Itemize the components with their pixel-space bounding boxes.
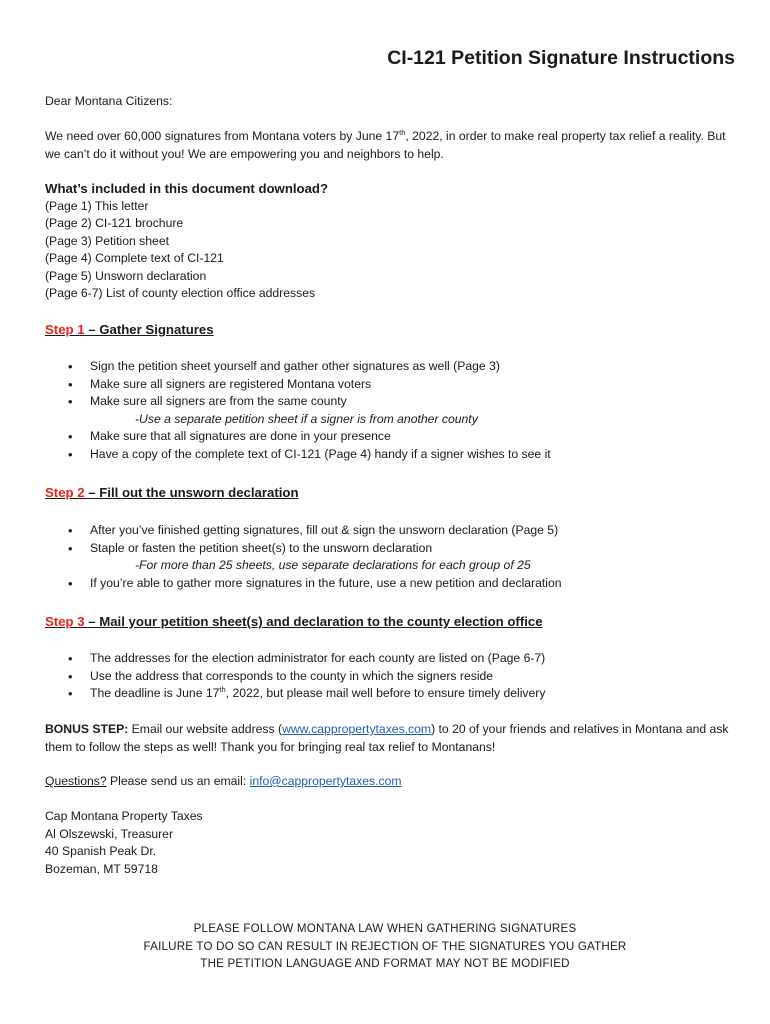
step2-title: – Fill out the unsworn declaration [84, 485, 299, 500]
intro-paragraph [45, 128, 735, 163]
list-item: • After you’ve finished getting signatures, fill out & sign the unsworn declaration (Page 5) [45, 522, 735, 540]
contents-section [45, 180, 735, 303]
list-subitem: -For more than 25 sheets, use separate declarations for each group of 25 [135, 558, 531, 572]
contents-item: (Page 1) This letter [45, 198, 149, 213]
step1-heading [45, 321, 735, 339]
list-item: • If you’re able to gather more signatures in the future, use a new petition and declaration [45, 575, 735, 593]
footer-notice [45, 920, 725, 973]
step2-list [45, 522, 735, 592]
step1-title: – Gather Signatures [84, 322, 214, 337]
deadline-superscript: th [219, 685, 226, 694]
signature-line: Al Olszewski, Treasurer [45, 826, 173, 841]
contents-heading: What’s included in this document download? [45, 181, 329, 196]
page-title: CI-121 Petition Signature Instructions [387, 47, 735, 69]
list-subitem: -Use a separate petition sheet if a signer is from another county [135, 411, 478, 426]
website-link[interactable]: www.cappropertytaxes.com [282, 722, 432, 736]
list-item: • Staple or fasten the petition sheet(s) to the unsworn declaration [45, 540, 735, 558]
step2-label: Step 2 [45, 485, 85, 500]
contents-item: (Page 6-7) List of county election office addresses [45, 286, 316, 300]
signature-line: 40 Spanish Peak Dr. [45, 844, 157, 858]
step3-list [45, 650, 735, 703]
bonus-text-1: Email our website address ( [128, 722, 283, 736]
questions-line [45, 773, 735, 791]
contents-item: (Page 4) Complete text of CI-121 [45, 251, 224, 265]
intro-text-1: We need over 60,000 signatures from Montana voters by June 17 [45, 129, 400, 143]
step3-heading [45, 613, 735, 631]
footer-line: PLEASE FOLLOW MONTANA LAW WHEN GATHERING SIGNATURES [193, 922, 577, 935]
list-item: • Have a copy of the complete text of CI-121 (Page 4) handy if a signer wishes to see it [45, 446, 735, 464]
bonus-text-2: ) to 20 of your friends and relatives in Montana and ask them to follow the steps as well! Thank you for bringing real tax relief to Montanans! [45, 722, 729, 754]
step2-heading [45, 484, 735, 502]
step1-label: Step 1 [45, 322, 85, 337]
list-item: • Make sure all signers are registered Montana voters [45, 376, 735, 394]
questions-text: Please send us an email: [106, 774, 250, 788]
questions-label: Questions? [45, 774, 107, 788]
footer-line: THE PETITION LANGUAGE AND FORMAT MAY NOT BE MODIFIED [200, 957, 570, 970]
contents-item: (Page 3) Petition sheet [45, 233, 169, 248]
footer-line: FAILURE TO DO SO CAN RESULT IN REJECTION OF THE SIGNATURES YOU GATHER [143, 939, 627, 953]
bonus-label: BONUS STEP: [45, 722, 129, 736]
email-link[interactable]: info@cappropertytaxes.com [249, 774, 402, 788]
step1-list [45, 358, 735, 463]
contents-item: (Page 5) Unsworn declaration [45, 268, 207, 283]
intro-superscript: th [399, 128, 406, 137]
signature-line: Bozeman, MT 59718 [45, 861, 158, 876]
deadline-text-1: The deadline is June 17 [90, 686, 220, 700]
list-item: • Make sure all signers are from the same county [45, 393, 735, 411]
list-item [45, 685, 735, 703]
list-item: • Make sure that all signatures are done in your presence [45, 428, 735, 446]
greeting: Dear Montana Citizens: [45, 94, 173, 108]
list-item: • The addresses for the election administrator for each county are listed on (Page 6-7) [45, 650, 735, 668]
step3-title: – Mail your petition sheet(s) and declaration to the county election office [84, 614, 543, 629]
intro-text-2: , 2022, in order to make real property tax relief a reality. But we can’t do it without you! We are empowering you and neighbors to help. [45, 129, 726, 161]
contents-item: (Page 2) CI-121 brochure [45, 216, 184, 230]
step3-label: Step 3 [45, 614, 85, 629]
list-item: • Use the address that corresponds to the county in which the signers reside [45, 668, 735, 686]
list-item: • Sign the petition sheet yourself and gather other signatures as well (Page 3) [45, 358, 735, 376]
signature-line: Cap Montana Property Taxes [45, 809, 203, 823]
bonus-paragraph [45, 721, 735, 756]
signature-block [45, 808, 735, 878]
deadline-text-2: , 2022, but please mail well before to ensure timely delivery [225, 686, 546, 700]
